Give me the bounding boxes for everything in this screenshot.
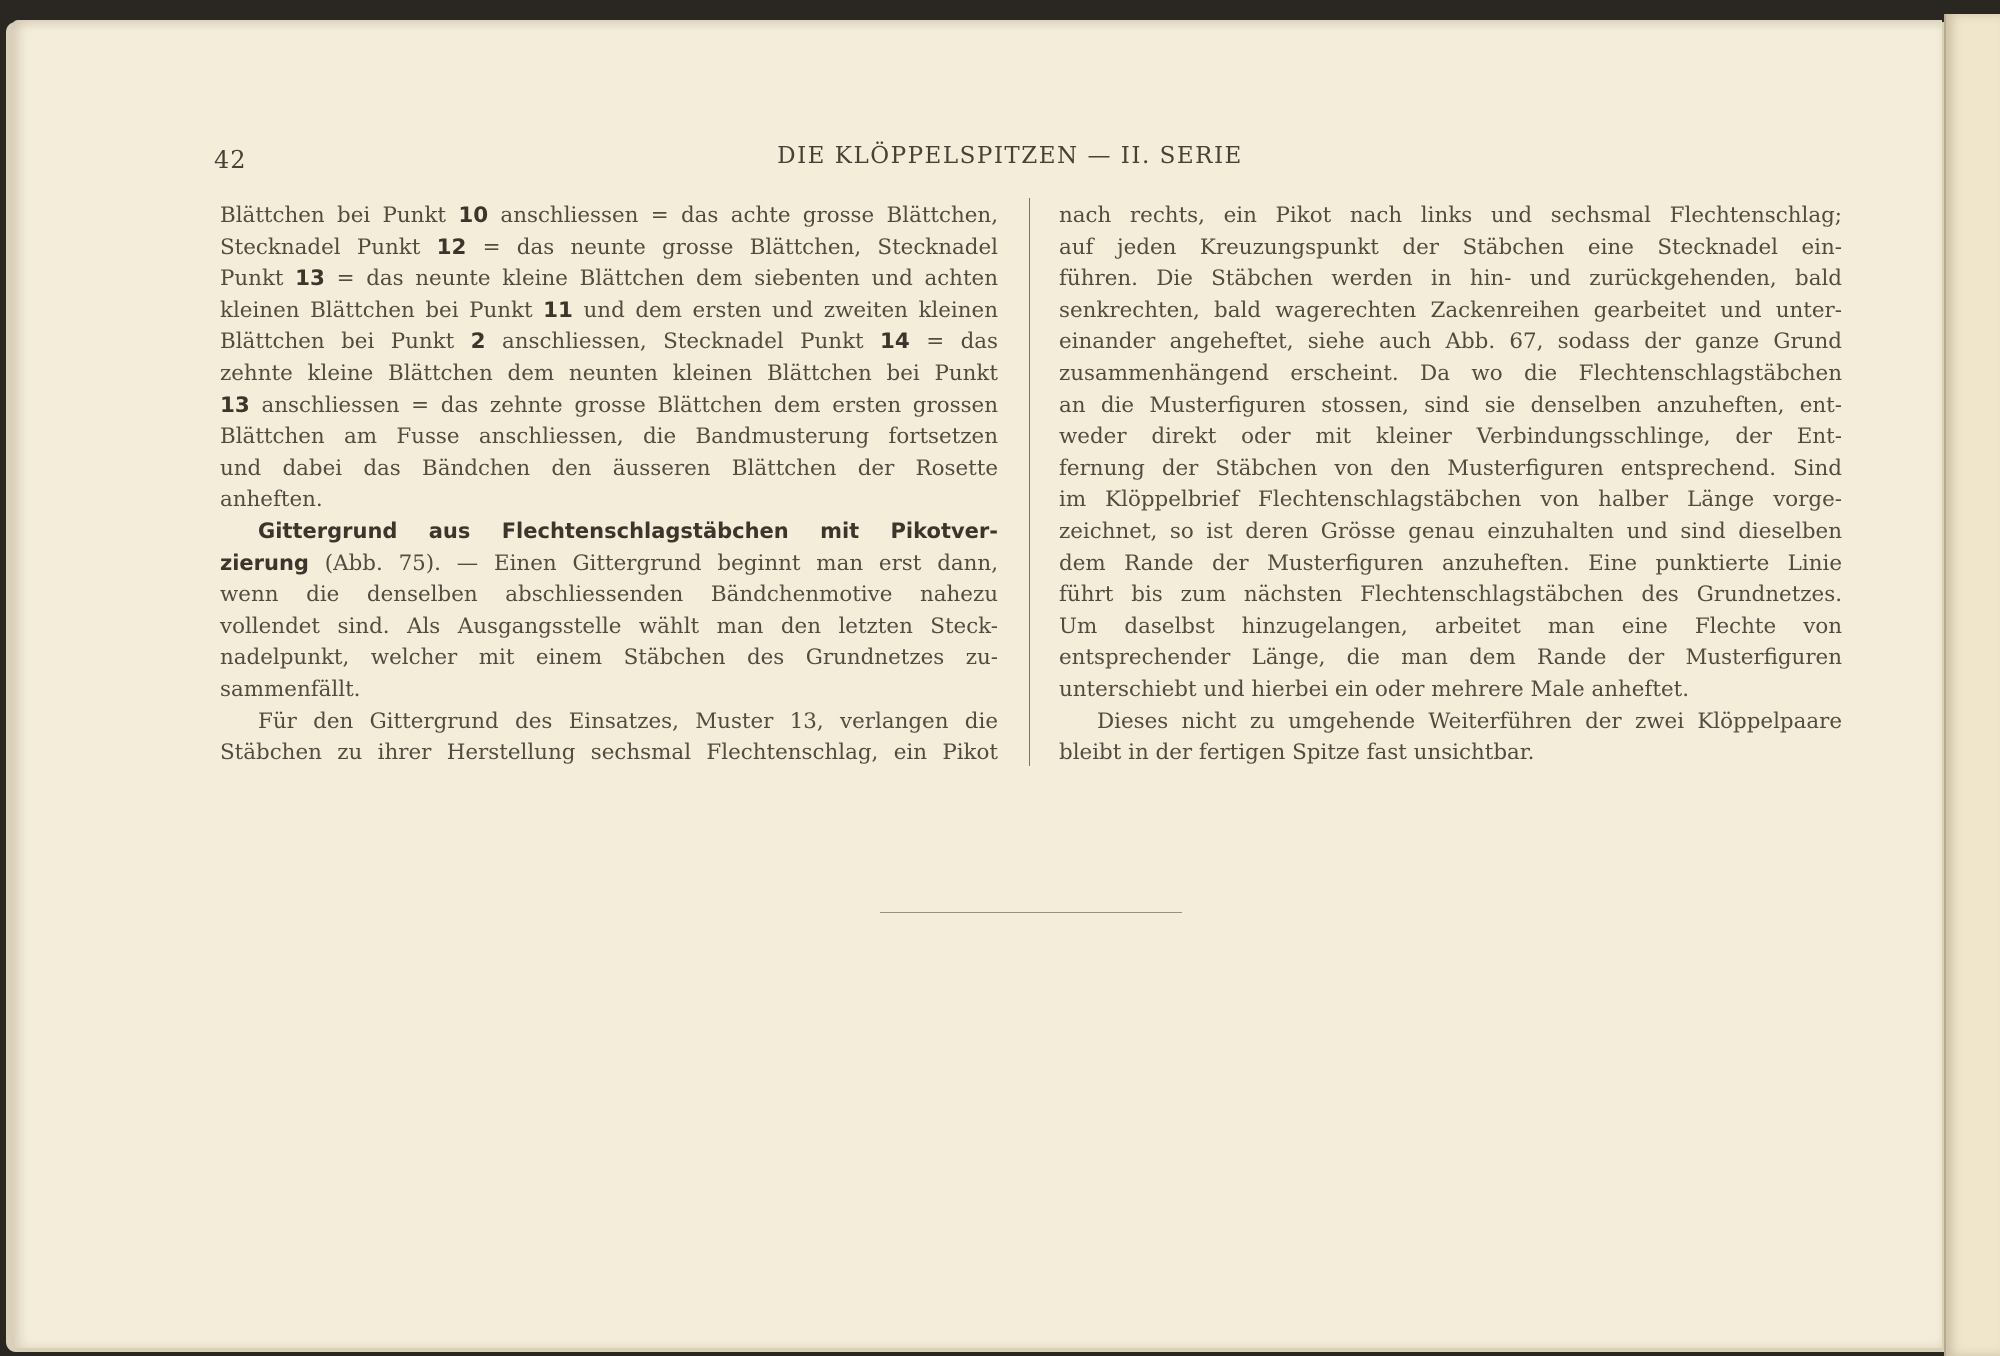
text-line: bleibt in der fertigen Spitze fast unsichtbar. [1059,740,1535,766]
text-line: wenn die denselben abschliessenden Bändchenmotive nahezu [220,582,998,608]
text-line: zeichnet, so ist deren Grösse genau einzuhalten und sind dieselben [1059,518,1842,544]
next-page-edge [1944,14,2000,1356]
text-line: Blättchen am Fusse anschliessen, die Bandmusterung fortsetzen [220,424,998,450]
text-line: einander angeheftet, siehe auch Abb. 67, sodass der ganze Grund [1059,329,1842,355]
left-column [220,200,998,769]
text-line: Stecknadel Punkt 12 = das neunte grosse Blättchen, Stecknadel [220,234,998,260]
text-line: im Klöppelbrief Flechtenschlagstäbchen von halber Länge vorge- [1059,487,1842,513]
text-line: führt bis zum nächsten Flechtenschlagstäbchen des Grundnetzes. [1059,582,1842,608]
text-line: nadelpunkt, welcher mit einem Stäbchen des Grundnetzes zu- [220,645,998,671]
text-line: Stäbchen zu ihrer Herstellung sechsmal Flechtenschlag, ein Pikot [220,740,998,766]
text-line: und dabei das Bändchen den äusseren Blättchen der Rosette [220,455,998,481]
text-line: Um daselbst hinzugelangen, arbeitet man eine Flechte von [1059,613,1842,639]
text-line: an die Musterfiguren stossen, sind sie denselben anzuheften, ent- [1059,392,1842,418]
text-line: weder direkt oder mit kleiner Verbindungsschlinge, der Ent- [1059,424,1842,450]
text-line: Punkt 13 = das neunte kleine Blättchen dem siebenten und achten [220,266,998,292]
text-line: nach rechts, ein Pikot nach links und sechsmal Flechtenschlag; [1059,203,1842,228]
text-line: zierung (Abb. 75). — Einen Gittergrund beginnt man erst dann, [220,550,998,576]
text-line: kleinen Blättchen bei Punkt 11 und dem ersten und zweiten kleinen [220,297,998,323]
page-number: 42 [214,146,247,174]
text-line: zehnte kleine Blättchen dem neunten kleinen Blättchen bei Punkt [220,360,998,386]
text-line: senkrechten, bald wagerechten Zackenreihen gearbeitet und unter- [1059,297,1842,323]
text-line: auf jeden Kreuzungspunkt der Stäbchen eine Stecknadel ein- [1059,234,1842,260]
text-line: sammenfällt. [220,676,361,702]
right-column [1059,200,1842,769]
text-line: führen. Die Stäbchen werden in hin- und zurückgehenden, bald [1059,266,1842,292]
text-line: anheften. [220,487,323,513]
text-line: Blättchen bei Punkt 2 anschliessen, Stecknadel Punkt 14 = das [220,329,998,355]
column-divider [1029,198,1030,766]
text-line: entsprechender Länge, die man dem Rande der Musterfiguren [1059,645,1842,671]
text-line: 13 anschliessen = das zehnte grosse Blättchen dem ersten grossen [220,392,998,418]
text-line: dem Rande der Musterfiguren anzuheften. Eine punktierte Linie [1059,550,1842,576]
text-line: unterschiebt und hierbei ein oder mehrere Male anheftet. [1059,676,1690,702]
section-heading: Gittergrund aus Flechtenschlagstäbchen mit Pikotver- [258,518,998,543]
text-line: vollendet sind. Als Ausgangsstelle wählt man den letzten Steck- [220,613,998,639]
text-line: Dieses nicht zu umgehende Weiterführen der zwei Klöppelpaare [1097,708,1842,734]
text-line: zusammenhängend erscheint. Da wo die Flechtenschlagstäbchen [1059,360,1842,386]
running-title: DIE KLÖPPELSPITZEN — II. SERIE [777,143,1243,169]
text-line: Für den Gittergrund des Einsatzes, Muster 13, verlangen die [258,708,998,734]
end-rule [880,912,1182,913]
text-line: fernung der Stäbchen von den Musterfiguren entsprechend. Sind [1059,455,1842,481]
text-line: Blättchen bei Punkt 10 anschliessen = das achte grosse Blättchen, [220,203,999,228]
